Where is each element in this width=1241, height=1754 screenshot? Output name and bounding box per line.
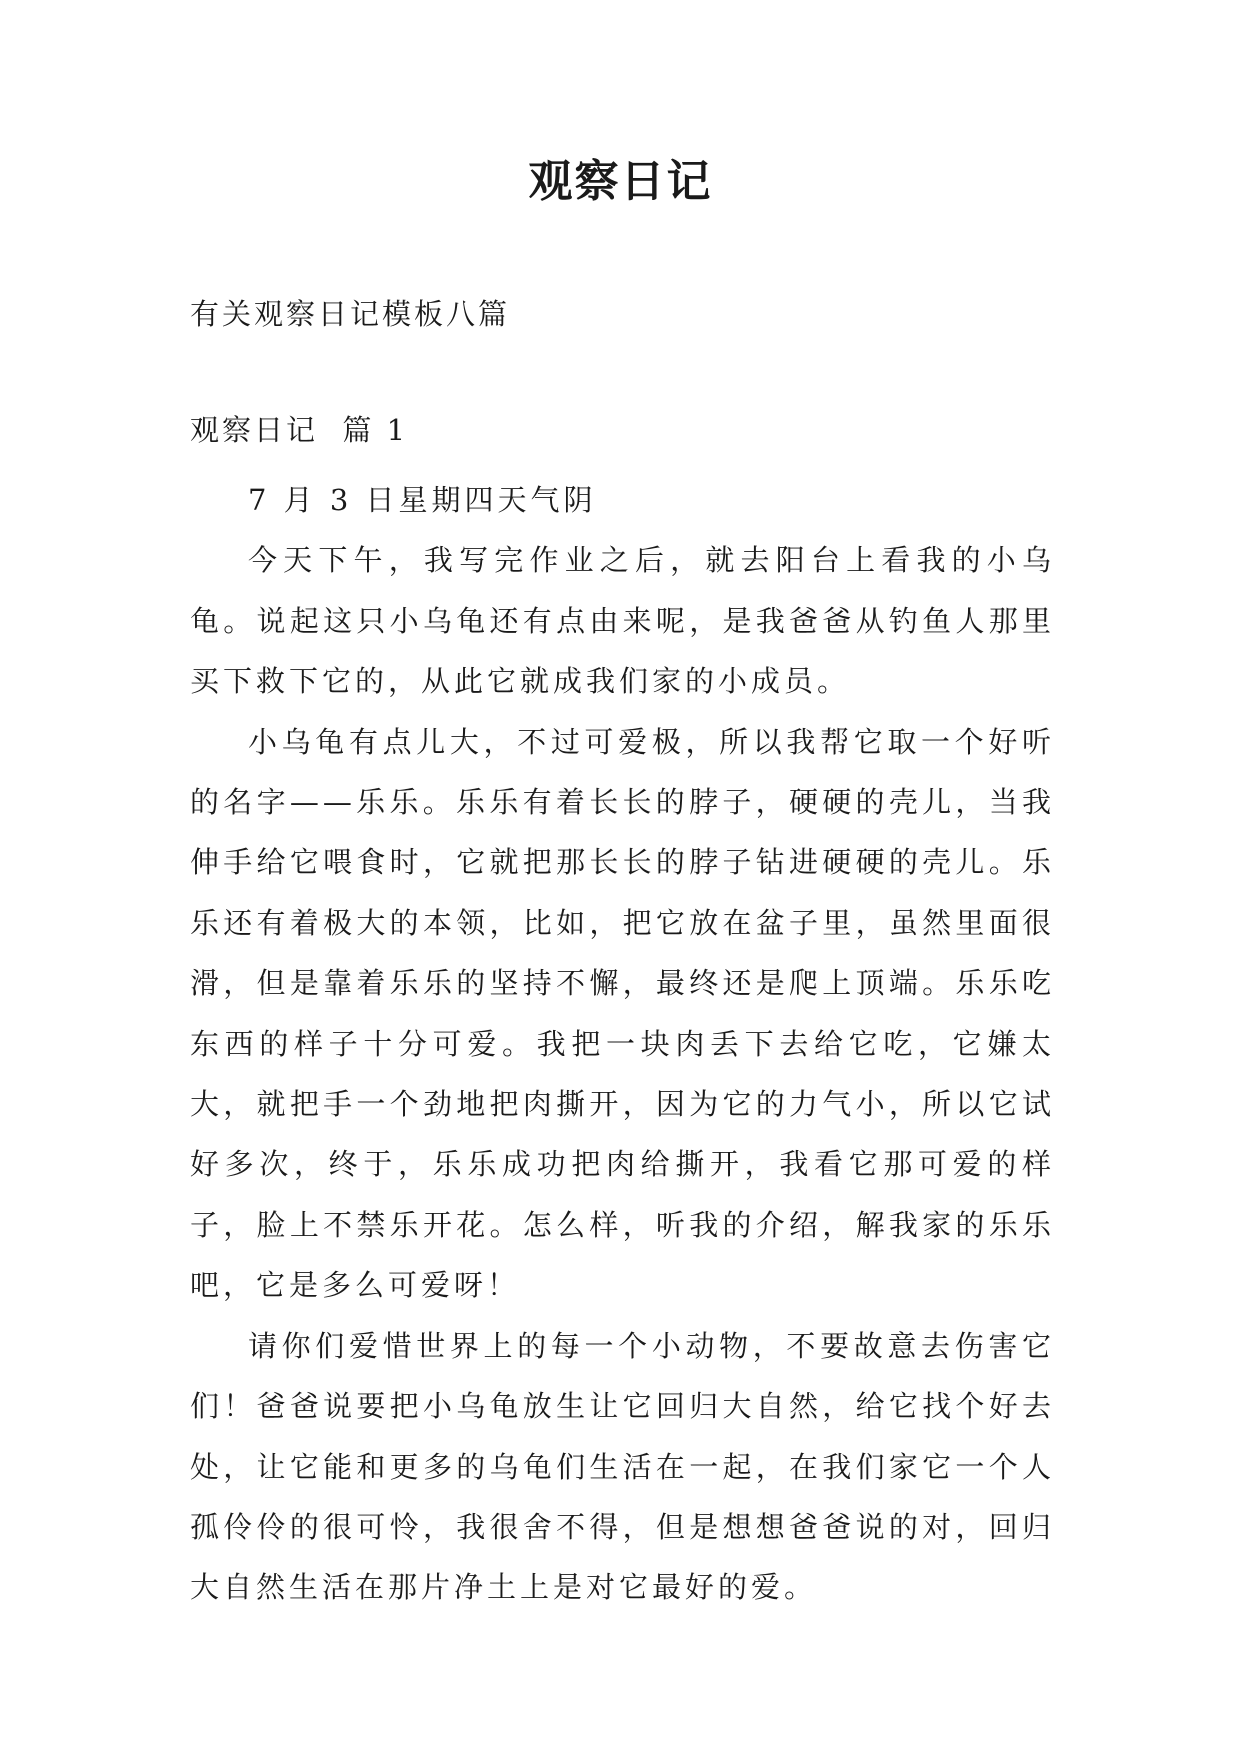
date-line: 7 月 3 日星期四天气阴: [248, 483, 597, 517]
paragraph: 今天下午，我写完作业之后，就去阳台上看我的小乌龟。说起这只小乌龟还有点由来呢，是我爸爸从钓鱼人那里买下救下它的，从此它就成我们家的小成员。: [190, 543, 1055, 699]
document-title: 观察日记: [528, 156, 713, 207]
body-text: [190, 470, 1055, 1618]
document-subtitle: 有关观察日记模板八篇: [190, 297, 511, 331]
section-heading: 观察日记 篇 1: [190, 413, 409, 447]
paragraph: 请你们爱惜世界上的每一个小动物，不要故意去伤害它们！爸爸说要把小乌龟放生让它回归大自然，给它找个好去处，让它能和更多的乌龟们生活在一起，在我们家它一个人孤伶伶的很可怜，我很舍不得，但是想想爸爸说的对，回归大自然生活在那片净土上是对它最好的爱。: [190, 1328, 1055, 1605]
paragraph: 小乌龟有点儿大，不过可爱极，所以我帮它取一个好听的名字——乐乐。乐乐有着长长的脖子，硬硬的壳儿，当我伸手给它喂食时，它就把那长长的脖子钻进硬硬的壳儿。乐乐还有着极大的本领，比如，把它放在盆子里，虽然里面很滑，但是靠着乐乐的坚持不懈，最终还是爬上顶端。乐乐吃东西的样子十分可爱。我把一块肉丢下去给它吃，它嫌太大，就把手一个劲地把肉撕开，因为它的力气小，所以它试好多次，终于，乐乐成功把肉给撕开，我看它那可爱的样子，脸上不禁乐开花。怎么样，听我的介绍，解我家的乐乐吧，它是多么可爱呀！: [190, 724, 1055, 1303]
